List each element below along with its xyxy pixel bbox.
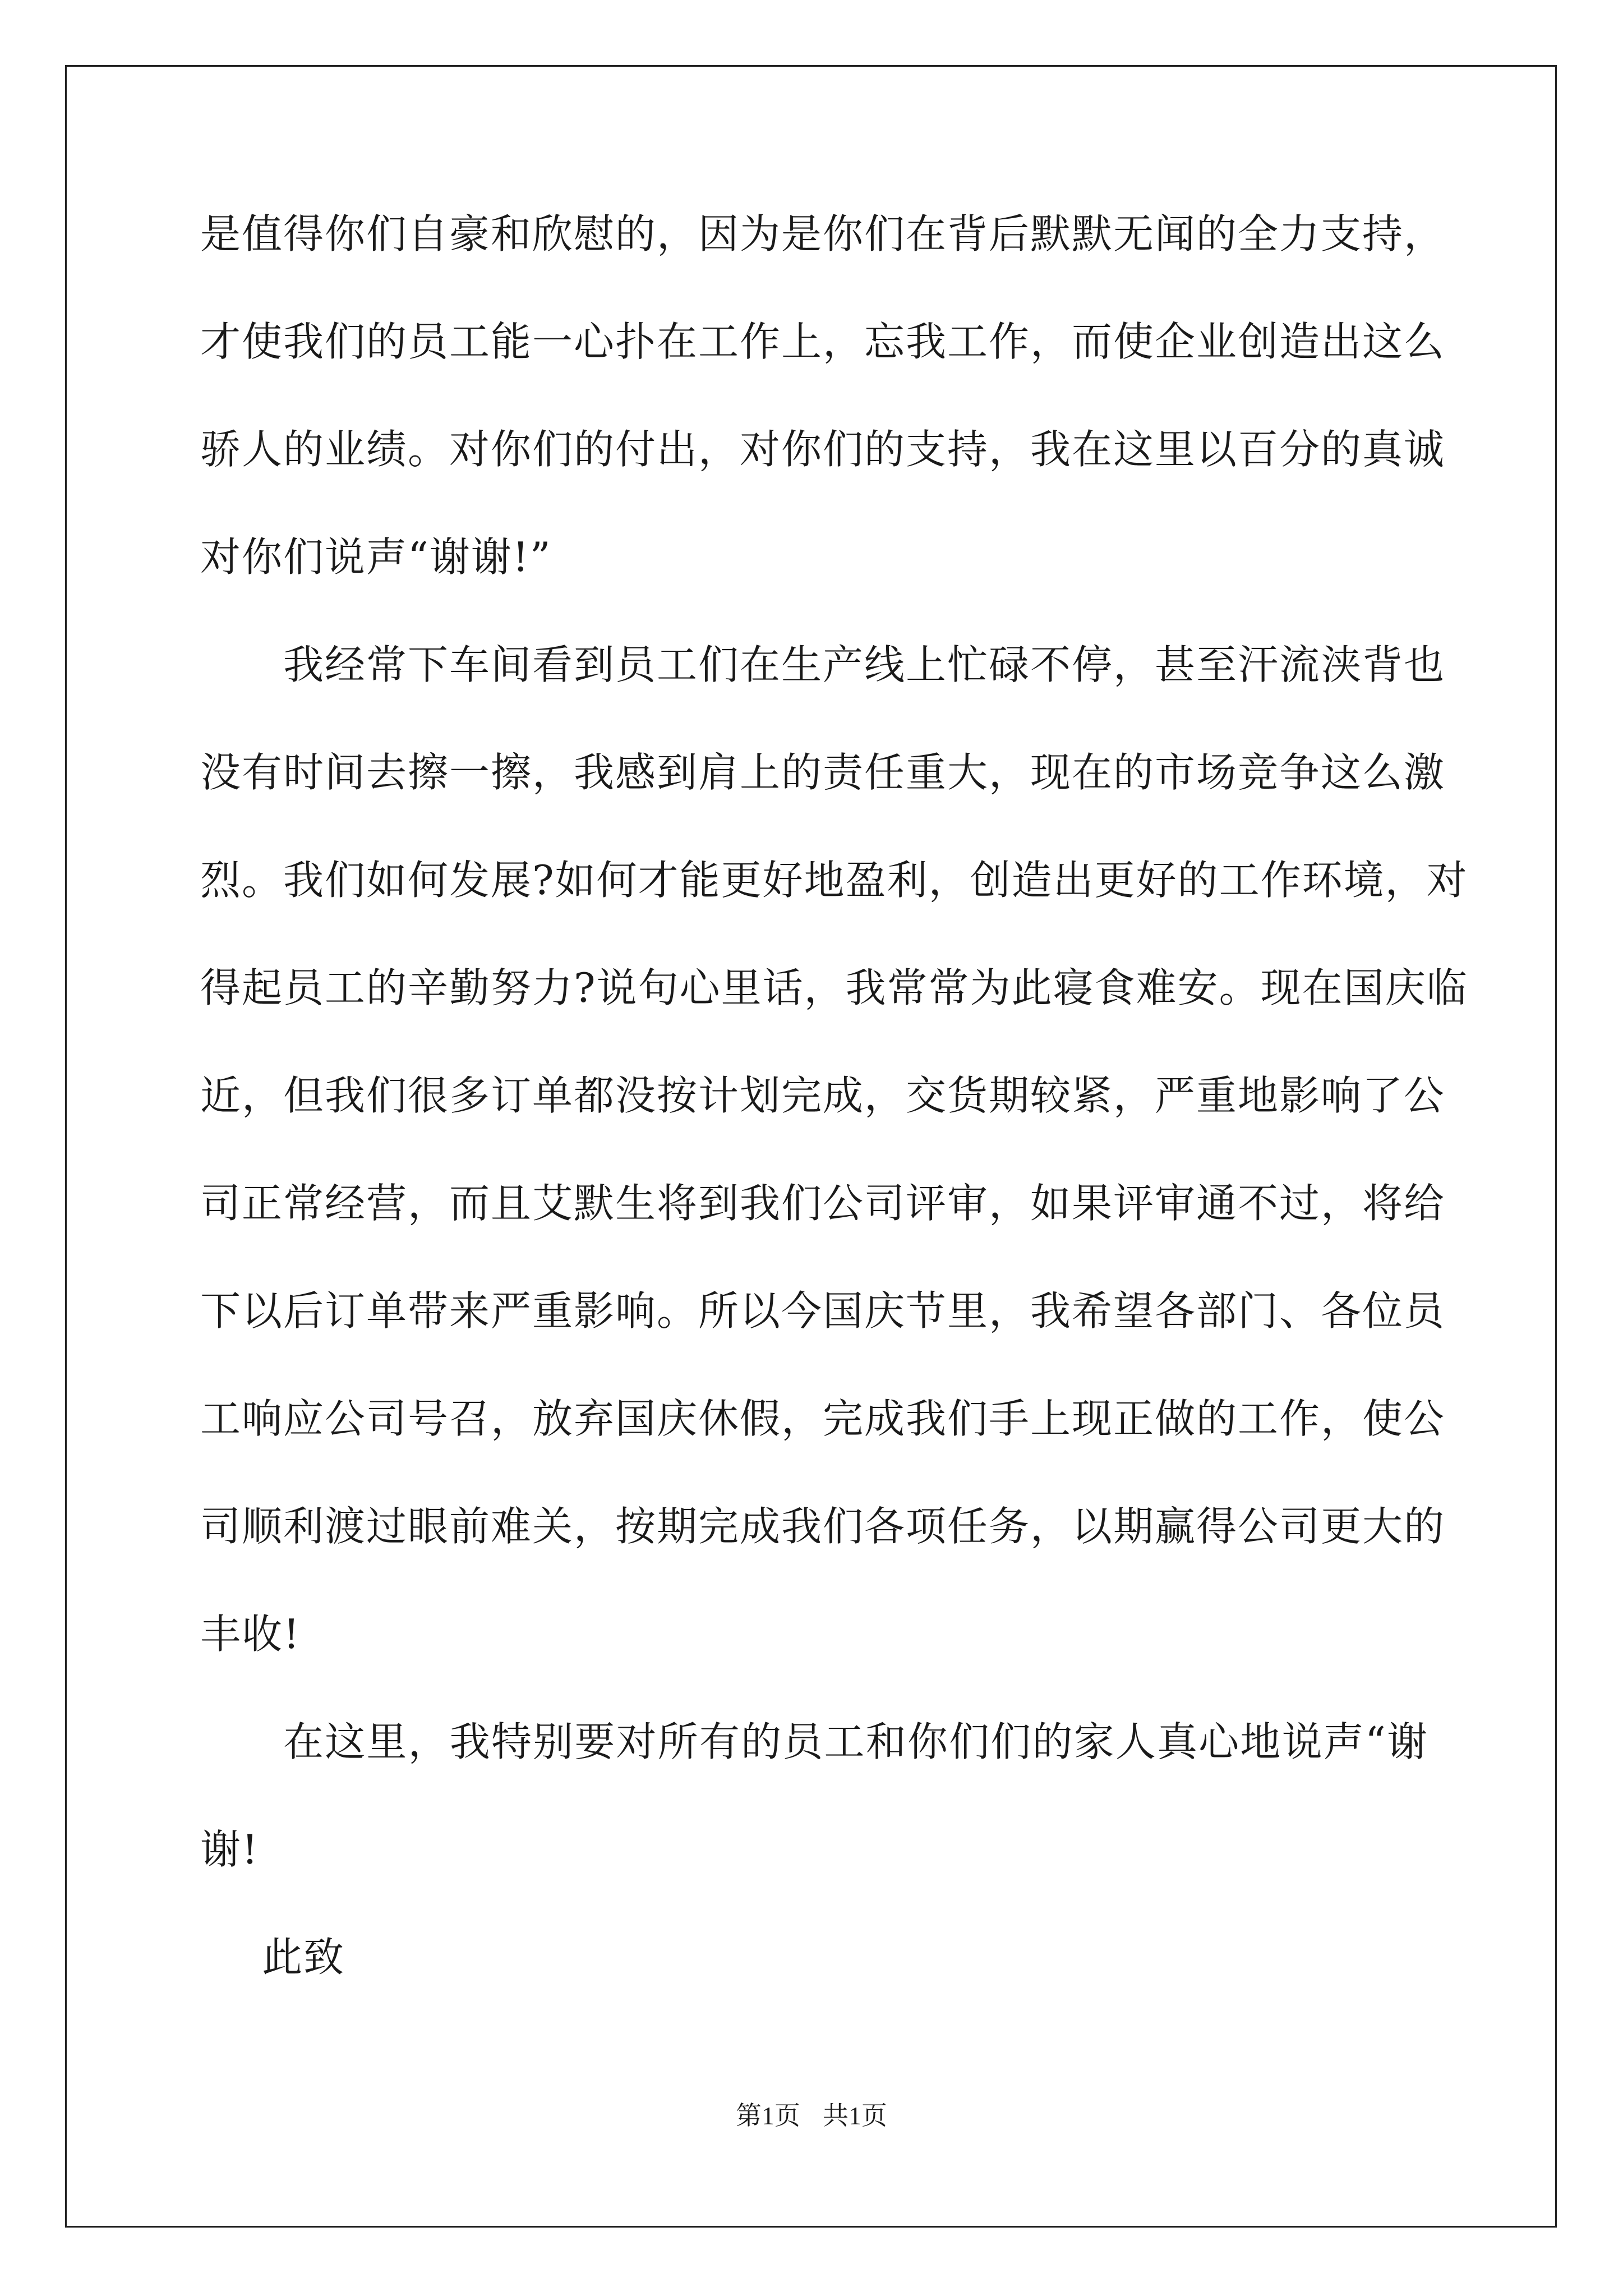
paragraph-line: 丰收! bbox=[200, 1611, 301, 1658]
paragraph-line: 在这里，我特别要对所有的员工和你们们的家人真心地说声“谢 bbox=[283, 1718, 1428, 1765]
paragraph-line: 司正常经营，而且艾默生将到我们公司评审，如果评审通不过，将给 bbox=[200, 1180, 1446, 1227]
paragraph-line: 近，但我们很多订单都没按计划完成，交货期较紧，严重地影响了公 bbox=[200, 1072, 1446, 1119]
paragraph-line: 没有时间去擦一擦，我感到肩上的责任重大，现在的市场竞争这么激 bbox=[200, 749, 1446, 796]
paragraph-line: 下以后订单带来严重影响。所以今国庆节里，我希望各部门、各位员 bbox=[200, 1287, 1446, 1335]
page-footer bbox=[0, 2095, 1623, 2132]
paragraph-line: 得起员工的辛勤努力?说句心里话，我常常为此寝食难安。现在国庆临 bbox=[200, 964, 1468, 1011]
paragraph-line: 谢! bbox=[200, 1826, 259, 1873]
paragraph-line: 对你们说声“谢谢!” bbox=[200, 533, 552, 581]
paragraph-line: 骄人的业绩。对你们的付出，对你们的支持，我在这里以百分的真诚 bbox=[200, 426, 1446, 473]
closing-salutation: 此致 bbox=[262, 1934, 345, 1981]
paragraph-line: 我经常下车间看到员工们在生产线上忙碌不停，甚至汗流浃背也 bbox=[283, 641, 1446, 688]
page-number: 第1页 bbox=[736, 2101, 800, 2130]
paragraph-line: 烈。我们如何发展?如何才能更好地盈利，创造出更好的工作环境，对 bbox=[200, 857, 1468, 904]
paragraph-line: 工响应公司号召，放弃国庆休假，完成我们手上现正做的工作，使公 bbox=[200, 1395, 1446, 1442]
paragraph-line: 司顺利渡过眼前难关，按期完成我们各项任务，以期赢得公司更大的 bbox=[200, 1503, 1446, 1550]
paragraph-line: 是值得你们自豪和欣慰的，因为是你们在背后默默无闻的全力支持， bbox=[200, 210, 1446, 257]
letter-body bbox=[200, 208, 1468, 2039]
page-total: 共1页 bbox=[823, 2101, 887, 2130]
paragraph-line: 才使我们的员工能一心扑在工作上，忘我工作，而使企业创造出这么 bbox=[200, 318, 1446, 365]
